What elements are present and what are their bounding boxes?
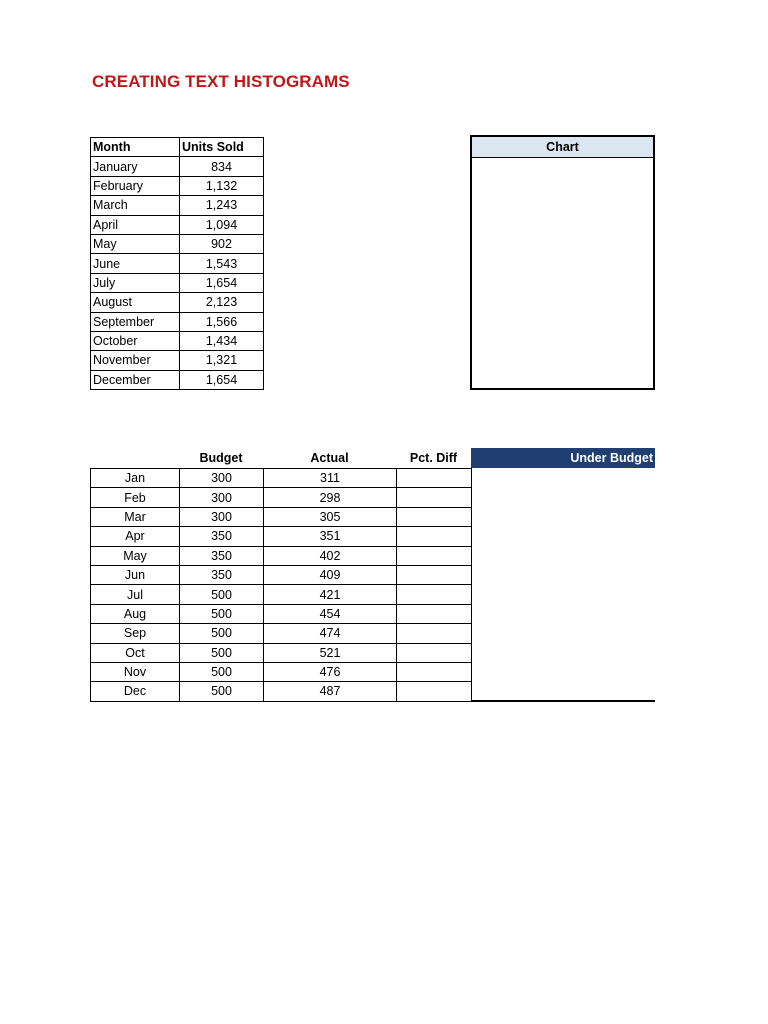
month-cell[interactable]: Oct bbox=[91, 643, 180, 662]
table-row bbox=[91, 682, 472, 701]
month-cell[interactable]: October bbox=[91, 331, 180, 350]
month-cell[interactable]: January bbox=[91, 157, 180, 176]
units-sold-cell[interactable]: 902 bbox=[180, 234, 264, 253]
month-cell[interactable]: December bbox=[91, 370, 180, 389]
actual-cell[interactable]: 298 bbox=[264, 488, 397, 507]
pct-diff-column-header[interactable]: Pct. Diff bbox=[409, 451, 458, 465]
units-sold-cell[interactable]: 1,243 bbox=[180, 196, 264, 215]
table-row bbox=[91, 565, 472, 584]
chart-box bbox=[470, 135, 655, 390]
table-row bbox=[91, 254, 264, 273]
actual-cell[interactable]: 521 bbox=[264, 643, 397, 662]
actual-cell[interactable]: 487 bbox=[264, 682, 397, 701]
pct-diff-cell[interactable] bbox=[397, 604, 472, 623]
table-row bbox=[91, 351, 264, 370]
units-sold-table bbox=[90, 137, 264, 390]
table-row bbox=[91, 157, 264, 176]
month-cell[interactable]: May bbox=[91, 546, 180, 565]
month-cell[interactable]: June bbox=[91, 254, 180, 273]
pct-diff-cell[interactable] bbox=[397, 682, 472, 701]
month-cell[interactable]: Jun bbox=[91, 565, 180, 584]
table-row bbox=[91, 585, 472, 604]
month-cell[interactable]: May bbox=[91, 234, 180, 253]
table-row bbox=[91, 469, 472, 488]
pct-diff-cell[interactable] bbox=[397, 469, 472, 488]
actual-cell[interactable]: 402 bbox=[264, 546, 397, 565]
table-row bbox=[91, 215, 264, 234]
pct-diff-cell[interactable] bbox=[397, 546, 472, 565]
budget-cell[interactable]: 350 bbox=[180, 565, 264, 584]
month-cell[interactable]: Mar bbox=[91, 507, 180, 526]
units-header-row bbox=[91, 138, 264, 157]
under-budget-column-header[interactable]: Under Budget bbox=[471, 448, 655, 468]
actual-cell[interactable]: 311 bbox=[264, 469, 397, 488]
table-row bbox=[91, 527, 472, 546]
units-sold-cell[interactable]: 1,132 bbox=[180, 176, 264, 195]
under-budget-area bbox=[471, 468, 655, 702]
month-column-header[interactable]: Month bbox=[91, 138, 180, 157]
budget-cell[interactable]: 300 bbox=[180, 507, 264, 526]
units-sold-cell[interactable]: 1,654 bbox=[180, 273, 264, 292]
table-row bbox=[91, 331, 264, 350]
table-row bbox=[91, 624, 472, 643]
month-cell[interactable]: Feb bbox=[91, 488, 180, 507]
month-cell[interactable]: Nov bbox=[91, 662, 180, 681]
budget-cell[interactable]: 500 bbox=[180, 643, 264, 662]
table-row bbox=[91, 312, 264, 331]
pct-diff-cell[interactable] bbox=[397, 507, 472, 526]
actual-cell[interactable]: 421 bbox=[264, 585, 397, 604]
table-row bbox=[91, 488, 472, 507]
actual-cell[interactable]: 305 bbox=[264, 507, 397, 526]
month-cell[interactable]: Apr bbox=[91, 527, 180, 546]
actual-cell[interactable]: 409 bbox=[264, 565, 397, 584]
month-cell[interactable]: February bbox=[91, 176, 180, 195]
month-cell[interactable]: April bbox=[91, 215, 180, 234]
budget-cell[interactable]: 350 bbox=[180, 546, 264, 565]
month-cell[interactable]: August bbox=[91, 293, 180, 312]
table-row bbox=[91, 507, 472, 526]
actual-cell[interactable]: 351 bbox=[264, 527, 397, 546]
budget-cell[interactable]: 500 bbox=[180, 682, 264, 701]
budget-header-row bbox=[90, 448, 655, 468]
month-cell[interactable]: Jan bbox=[91, 469, 180, 488]
actual-column-header[interactable]: Actual bbox=[310, 451, 349, 465]
page-title: CREATING TEXT HISTOGRAMS bbox=[92, 72, 350, 91]
month-cell[interactable]: July bbox=[91, 273, 180, 292]
actual-cell[interactable]: 476 bbox=[264, 662, 397, 681]
table-row bbox=[91, 176, 264, 195]
month-cell[interactable]: Jul bbox=[91, 585, 180, 604]
month-cell[interactable]: September bbox=[91, 312, 180, 331]
budget-column-header[interactable]: Budget bbox=[199, 451, 243, 465]
table-row bbox=[91, 293, 264, 312]
units-sold-column-header[interactable]: Units Sold bbox=[180, 138, 264, 157]
budget-cell[interactable]: 500 bbox=[180, 624, 264, 643]
budget-cell[interactable]: 300 bbox=[180, 469, 264, 488]
units-sold-cell[interactable]: 1,543 bbox=[180, 254, 264, 273]
table-row bbox=[91, 604, 472, 623]
budget-cell[interactable]: 500 bbox=[180, 585, 264, 604]
units-sold-cell[interactable]: 1,434 bbox=[180, 331, 264, 350]
month-cell[interactable]: November bbox=[91, 351, 180, 370]
table-row bbox=[91, 273, 264, 292]
budget-cell[interactable]: 500 bbox=[180, 662, 264, 681]
pct-diff-cell[interactable] bbox=[397, 643, 472, 662]
units-sold-cell[interactable]: 1,321 bbox=[180, 351, 264, 370]
month-cell[interactable]: Dec bbox=[91, 682, 180, 701]
month-cell[interactable]: Sep bbox=[91, 624, 180, 643]
units-sold-cell[interactable]: 834 bbox=[180, 157, 264, 176]
budget-table bbox=[90, 468, 472, 702]
pct-diff-cell[interactable] bbox=[397, 527, 472, 546]
units-sold-cell[interactable]: 2,123 bbox=[180, 293, 264, 312]
budget-cell[interactable]: 500 bbox=[180, 604, 264, 623]
actual-cell[interactable]: 474 bbox=[264, 624, 397, 643]
table-row bbox=[91, 370, 264, 389]
pct-diff-cell[interactable] bbox=[397, 585, 472, 604]
actual-cell[interactable]: 454 bbox=[264, 604, 397, 623]
units-sold-cell[interactable]: 1,566 bbox=[180, 312, 264, 331]
pct-diff-cell[interactable] bbox=[397, 662, 472, 681]
month-cell[interactable]: Aug bbox=[91, 604, 180, 623]
table-row bbox=[91, 196, 264, 215]
chart-header[interactable]: Chart bbox=[472, 137, 653, 158]
pct-diff-cell[interactable] bbox=[397, 624, 472, 643]
table-row bbox=[91, 662, 472, 681]
table-row bbox=[91, 643, 472, 662]
table-row bbox=[91, 546, 472, 565]
pct-diff-cell[interactable] bbox=[397, 488, 472, 507]
budget-cell[interactable]: 350 bbox=[180, 527, 264, 546]
pct-diff-cell[interactable] bbox=[397, 565, 472, 584]
month-cell[interactable]: March bbox=[91, 196, 180, 215]
units-sold-cell[interactable]: 1,094 bbox=[180, 215, 264, 234]
table-row bbox=[91, 234, 264, 253]
budget-cell[interactable]: 300 bbox=[180, 488, 264, 507]
units-sold-cell[interactable]: 1,654 bbox=[180, 370, 264, 389]
